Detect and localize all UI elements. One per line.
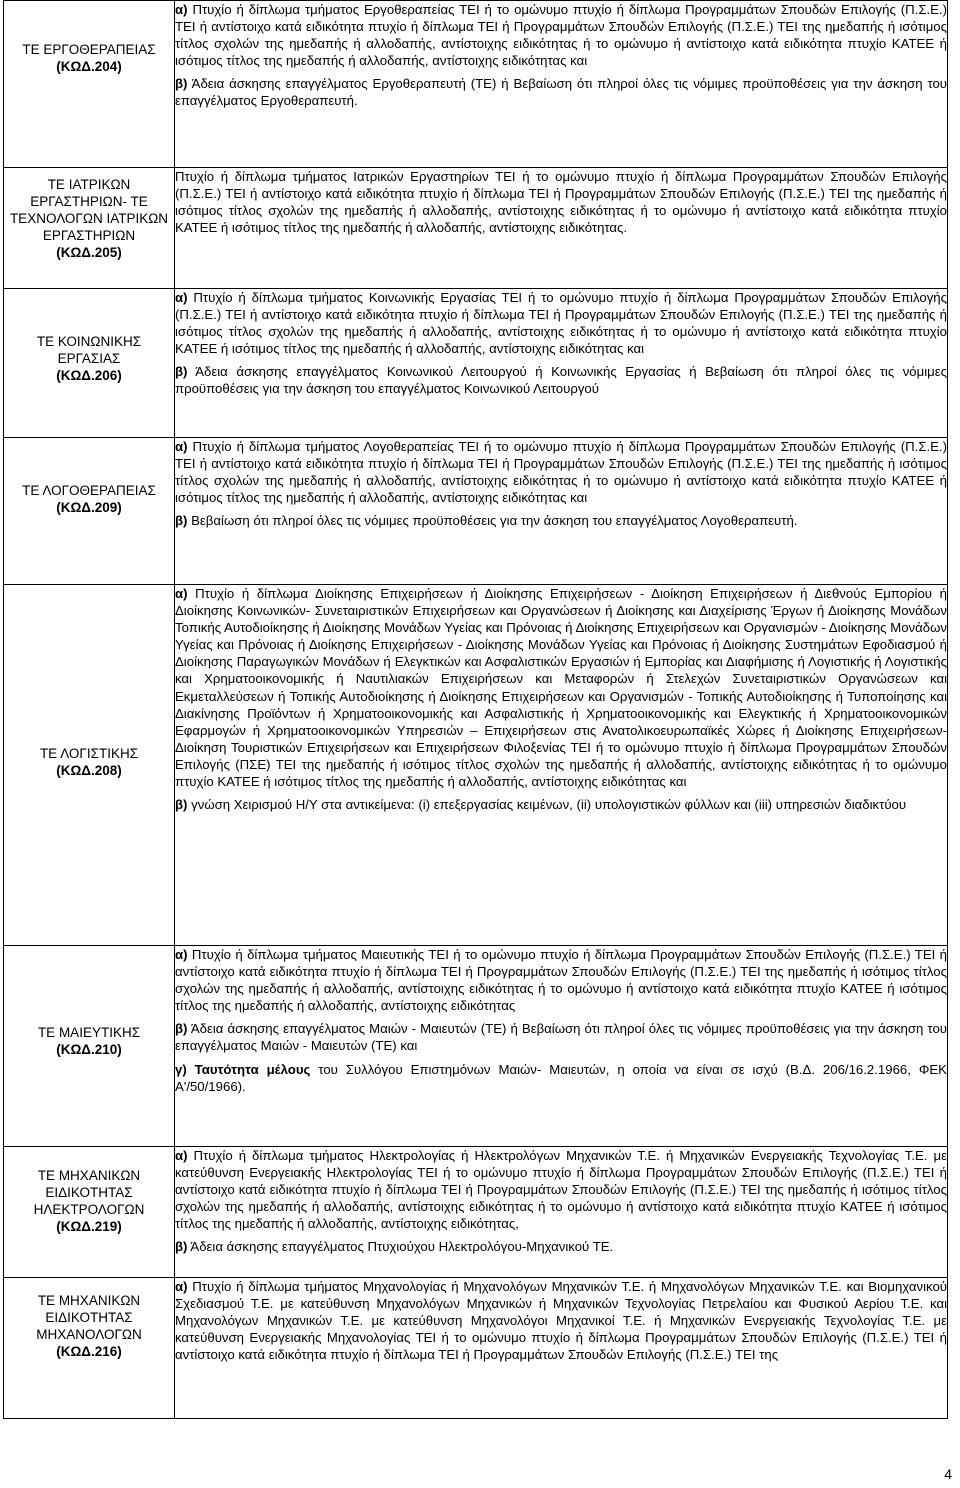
item-marker: β): [175, 364, 188, 380]
specialty-label: ΤΕ ΜΗΧΑΝΙΚΩΝ ΕΙΔΙΚΟΤΗΤΑΣ ΗΛΕΚΤΡΟΛΟΓΩΝ: [33, 1168, 145, 1217]
requirement-text: Βεβαίωση ότι πληροί όλες τις νόμιμες προϋποθέσεις για την άσκηση του επαγγέλματος Λογοθεραπευτή.: [191, 513, 798, 529]
specialty-cell: [4, 946, 175, 1147]
item-marker: β): [175, 1239, 188, 1255]
requirements-cell: [175, 1, 948, 168]
specialty-label: ΤΕ ΚΟΙΝΩΝΙΚΗΣ ΕΡΓΑΣΙΑΣ: [36, 334, 142, 366]
table-row: [4, 585, 948, 946]
requirement-text: Άδεια άσκησης επαγγέλματος Μαιών - Μαιευτών (ΤΕ) ή Βεβαίωση ότι πληροί όλες τις νόμιμες προϋποθέσεις για την άσκηση του επαγγέλματος Μαιών - Μαιευτών (ΤΕ) και: [175, 1021, 947, 1054]
table-row: [4, 946, 948, 1147]
specialty-code: (ΚΩΔ.216): [56, 1344, 122, 1359]
item-marker: β): [175, 513, 188, 529]
requirement-text: Πτυχίο ή δίπλωμα τμήματος Μηχανολογίας ή Μηχανολόγων Μηχανικών Τ.Ε. ή Μηχανολόγων Μηχανικών Τ.Ε. και Βιομηχανικού Σχεδιασμού Τ.Ε. με κατεύθυνση Μηχανολόγων Μηχανικών ή Μηχανικών Τεχνολογίας Πετρελαίου και Φυσικού Αερίου Τ.Ε. και Μηχανολόγων Μηχανικών Τ.Ε. με κατεύθυνση Μηχανολόγοι Μηχανικοί Τ.Ε. ή Μηχανικών Ενεργειακής Τεχνολογίας Τ.Ε. με κατεύθυνση Ενεργειακής Μηχανολογίας ΤΕΙ ή το ομώνυμο πτυχίο ή δίπλωμα Προγραμμάτων Σπουδών Επιλογής (Π.Σ.Ε.) ΤΕΙ ή αντίστοιχο κατά ειδικότητα πτυχίο ή δίπλωμα ΤΕΙ ή Προγραμμάτων Σπουδών Επιλογής (Π.Σ.Ε.) ΤΕΙ της: [175, 1279, 947, 1363]
requirement-text: Άδεια άσκησης επαγγέλματος Κοινωνικού Λειτουργού ή Κοινωνικής Εργασίας ή Βεβαίωση ότι πληροί όλες τις νόμιμες προϋποθέσεις για την άσκηση του επαγγέλματος Κοινωνικού Λειτουργού: [175, 364, 947, 397]
requirements-cell: [175, 1278, 948, 1419]
requirements-cell: [175, 946, 948, 1147]
table-row: [4, 168, 948, 289]
requirement-text: Πτυχίο ή δίπλωμα τμήματος Λογοθεραπείας ΤΕΙ ή το ομώνυμο πτυχίο ή δίπλωμα Προγραμμάτων Σπουδών Επιλογής (Π.Σ.Ε.) ΤΕΙ ή αντίστοιχο κατά ειδικότητα πτυχίο ή δίπλωμα ΤΕΙ ή Προγραμμάτων Σπουδών Επιλογής (Π.Σ.Ε.) ΤΕΙ της ημεδαπής ή ισότιμος τίτλος σχολών της ημεδαπής ή αλλοδαπής, αντίστοιχης ειδικότητας ή το ομώνυμο ή αντίστοιχο κατά ειδικότητα πτυχίο ΚΑΤΕΕ ή ισότιμος τίτλος της ημεδαπής ή αλλοδαπής, αντίστοιχης ειδικότητας και: [175, 439, 947, 506]
table-row: [4, 438, 948, 585]
specialty-label: ΤΕ ΕΡΓΟΘΕΡΑΠΕΙΑΣ: [22, 42, 156, 57]
item-marker: γ): [175, 1061, 187, 1077]
specialty-cell: [4, 289, 175, 438]
specialty-label: ΤΕ ΙΑΤΡΙΚΩΝ ΕΡΓΑΣΤΗΡΙΩΝ- ΤΕ ΤΕΧΝΟΛΟΓΩΝ ΙΑΤΡΙΚΩΝ ΕΡΓΑΣΤΗΡΙΩΝ: [9, 177, 169, 243]
requirement-text: Πτυχίο ή δίπλωμα τμήματος Κοινωνικής Εργασίας ΤΕΙ ή το ομώνυμο πτυχίο ή δίπλωμα Προγραμμάτων Σπουδών Επιλογής (Π.Σ.Ε.) ΤΕΙ ή αντίστοιχο κατά ειδικότητα πτυχίο ή δίπλωμα ΤΕΙ ή Προγραμμάτων Σπουδών Επιλογής (Π.Σ.Ε.) ΤΕΙ της ημεδαπής ή ισότιμος τίτλος σχολών της ημεδαπής ή αλλοδαπής, αντίστοιχης ειδικότητας ή το ομώνυμο ή αντίστοιχο κατά ειδικότητα πτυχίο ΚΑΤΕΕ ή ισότιμος τίτλος της ημεδαπής ή αλλοδαπής, αντίστοιχης ειδικότητας και: [175, 290, 947, 357]
table-row: [4, 289, 948, 438]
specialty-code: (ΚΩΔ.205): [56, 245, 122, 260]
specialty-cell: [4, 585, 175, 946]
requirement-text: Πτυχίο ή δίπλωμα τμήματος Ηλεκτρολογίας ή Ηλεκτρολόγων Μηχανικών Τ.Ε. ή Μηχανικών Ενεργειακής Τεχνολογίας Τ.Ε. με κατεύθυνση Ενεργειακής Ηλεκτρολογίας ΤΕΙ ή το ομώνυμο πτυχίο ή δίπλωμα Προγραμμάτων Σπουδών Επιλογής (Π.Σ.Ε.) ΤΕΙ ή αντίστοιχο κατά ειδικότητα πτυχίο ή δίπλωμα ΤΕΙ ή Προγραμμάτων Σπουδών Επιλογής (Π.Σ.Ε.) ΤΕΙ της ημεδαπής ή ισότιμος τίτλος σχολών της ημεδαπής ή αλλοδαπής, αντίστοιχης ειδικότητας ή το ομώνυμο ή αντίστοιχο κατά ειδικότητα πτυχίο ΚΑΤΕΕ ή ισότιμος τίτλος της ημεδαπής ή αλλοδαπής, αντίστοιχης ειδικότητας,: [175, 1148, 947, 1232]
requirement-text: Πτυχίο ή δίπλωμα Διοίκησης Επιχειρήσεων ή Διοίκησης Επιχειρήσεων - Διοίκηση Επιχειρήσεων ή Διεθνούς Εμπορίου ή Διοίκησης Κοινωνικών- Συνεταιριστικών Επιχειρήσεων και Οργανώσεων ή Διοίκησης και Διαχείρισης Έργων ή Διοίκησης Μονάδων Τοπικής Αυτοδιοίκησης ή Διοίκησης Μονάδων Υγείας και Πρόνοιας ή Διοίκησης Επιχειρήσεων και Οργανισμών - Διοίκησης Μονάδων Υγείας και Πρόνοιας ή Διοίκησης Επιχειρήσεων - Διοίκησης Μονάδων Υγείας και Πρόνοιας ή Διοίκησης Συστημάτων Εφοδιασμού ή Διοίκησης Παραγωγικών Μονάδων ή Ελεγκτικών και Ασφαλιστικών Εργασιών ή Εμπορίας και Διαφήμισης ή Λογιστικής ή Λογιστικής και Χρηματοοικονομικής ή Ναυτιλιακών Επιχειρήσεων και Μεταφορών ή Στελεχών Συνεταιριστικών Οργανώσεων και Εκμεταλλεύσεων ή Τοπικής Αυτοδιοίκησης ή Διοίκησης Επιχειρήσεων και Οργανισμών - Τοπικής Αυτοδιοίκησης ή Τυποποίησης και Διακίνησης Προϊόντων ή Χρηματοοικονομικής και Ασφαλιστικής ή Χρηματοοικονομικής και Ελεγκτικής ή Χρηματοοικονομικών Εφαρμογών ή Χρηματοοικονομικών Υπηρεσιών – Επιχειρήσεων στις Ανατολικοευρωπαϊκές Χώρες ή Διοίκησης Επιχειρήσεων-Διοίκηση Τουριστικών Επιχειρήσεων και Επιχειρήσεων Φιλοξενίας ΤΕΙ ή το ομώνυμο πτυχίο ή δίπλωμα Προγραμμάτων Σπουδών Επιλογής (ΠΣΕ) ΤΕΙ της ημεδαπής ή ισότιμος τίτλος σχολών της ημεδαπής ή αλλοδαπής, αντίστοιχης ειδικότητας ή το ομώνυμο πτυχίο ΚΑΤΕΕ ή ισότιμος τίτλος της ημεδαπής ή αλλοδαπής, αντίστοιχης ειδικότητας και: [175, 586, 947, 790]
requirement-text: Άδεια άσκησης επαγγέλματος Εργοθεραπευτή (ΤΕ) ή Βεβαίωση ότι πληροί όλες τις νόμιμες προϋποθέσεις για την άσκηση του επαγγέλματος Εργοθεραπευτή.: [175, 76, 948, 109]
item-marker: α): [175, 1148, 188, 1163]
specialty-code: (ΚΩΔ.219): [56, 1219, 122, 1234]
requirement-text: Πτυχίο ή δίπλωμα τμήματος Εργοθεραπείας ΤΕΙ ή το ομώνυμο πτυχίο ή δίπλωμα Προγραμμάτων Σπουδών Επιλογής (Π.Σ.Ε.) ΤΕΙ ή αντίστοιχο κατά ειδικότητα πτυχίο ή δίπλωμα ΤΕΙ ή Προγραμμάτων Σπουδών Επιλογής (Π.Σ.Ε.) ΤΕΙ της ημεδαπής ή ισότιμος τίτλος σχολών της ημεδαπής ή αλλοδαπής, αντίστοιχης ειδικότητας ή το ομώνυμο ή αντίστοιχο κατά ειδικότητα πτυχίο ΚΑΤΕΕ ή ισότιμος τίτλος της ημεδαπής ή αλλοδαπής, αντίστοιχης ειδικότητας και: [175, 2, 947, 69]
table-row: [4, 1278, 948, 1419]
requirements-cell: [175, 289, 948, 438]
item-marker: β): [175, 797, 188, 813]
specialty-label: ΤΕ ΜΑΙΕΥΤΙΚΗΣ: [37, 1025, 141, 1040]
specialty-code: (ΚΩΔ.204): [56, 59, 122, 74]
requirements-cell: [175, 438, 948, 585]
specialty-cell: [4, 168, 175, 289]
table-row: [4, 1147, 948, 1278]
specialty-cell: [4, 1, 175, 168]
requirement-text: γνώση Χειρισμού Η/Υ στα αντικείμενα: (i) επεξεργασίας κειμένων, (ii) υπολογιστικών φύλλων και (iii) υπηρεσιών διαδικτύου: [191, 797, 907, 813]
specialty-cell: [4, 1147, 175, 1278]
specialty-cell: [4, 1278, 175, 1419]
qualifications-table: [3, 0, 948, 1419]
item-marker: α): [175, 2, 188, 17]
requirement-text: Πτυχίο ή δίπλωμα τμήματος Μαιευτικής ΤΕΙ ή το ομώνυμο πτυχίο ή δίπλωμα Προγραμμάτων Σπουδών Επιλογής (Π.Σ.Ε.) ΤΕΙ ή αντίστοιχο κατά ειδικότητα πτυχίο ή δίπλωμα ΤΕΙ ή Προγραμμάτων Σπουδών Επιλογής (Π.Σ.Ε.) ΤΕΙ της ημεδαπής ή ισότιμος τίτλος σχολών της ημεδαπής ή αλλοδαπής, αντίστοιχης ειδικότητας ή το ομώνυμο ή αντίστοιχο κατά ειδικότητα πτυχίο ΚΑΤΕΕ ή ισότιμος τίτλος της ημεδαπής ή αλλοδαπής, αντίστοιχης ειδικότητας: [175, 947, 947, 1014]
item-marker: β): [175, 76, 188, 92]
requirements-cell: [175, 1147, 948, 1278]
specialty-label: ΤΕ ΛΟΓΙΣΤΙΚΗΣ: [39, 746, 139, 761]
item-marker: α): [175, 1279, 188, 1294]
specialty-code: (ΚΩΔ.206): [56, 368, 122, 383]
requirements-cell: [175, 585, 948, 946]
page-number: 4: [944, 1466, 952, 1482]
item-marker: α): [175, 947, 188, 962]
item-marker: α): [175, 290, 188, 305]
requirement-text: Άδεια άσκησης επαγγέλματος Πτυχιούχου Ηλεκτρολόγου-Μηχανικού ΤΕ.: [190, 1239, 614, 1255]
requirement-text: του Συλλόγου Επιστημόνων Μαιών- Μαιευτών, η οποία να είναι σε ισχύ (Β.Δ. 206/16.2.1966, ΦΕΚ Α'/50/1966).: [175, 1061, 947, 1094]
item-marker: α): [175, 439, 188, 454]
requirements-cell: [175, 168, 948, 289]
specialty-label: ΤΕ ΛΟΓΟΘΕΡΑΠΕΙΑΣ: [22, 483, 156, 498]
specialty-label: ΤΕ ΜΗΧΑΝΙΚΩΝ ΕΙΔΙΚΟΤΗΤΑΣ ΜΗΧΑΝΟΛΟΓΩΝ: [36, 1293, 142, 1342]
specialty-code: (ΚΩΔ.208): [56, 763, 122, 778]
table-row: [4, 1, 948, 168]
specialty-code: (ΚΩΔ.210): [56, 1042, 122, 1057]
specialty-cell: [4, 438, 175, 585]
item-marker: β): [175, 1021, 188, 1037]
requirement-emphasis: Ταυτότητα μέλους: [194, 1061, 311, 1077]
requirement-text: Πτυχίο ή δίπλωμα τμήματος Ιατρικών Εργαστηρίων ΤΕΙ ή το ομώνυμο πτυχίο ή δίπλωμα Προγραμμάτων Σπουδών Επιλογής (Π.Σ.Ε.) ΤΕΙ ή αντίστοιχο κατά ειδικότητα πτυχίο ή δίπλωμα ΤΕΙ ή Προγραμμάτων Σπουδών Επιλογής (Π.Σ.Ε.) ΤΕΙ της ημεδαπής ή ισότιμος τίτλος σχολών της ημεδαπής ή αλλοδαπής, αντίστοιχης ειδικότητας ή το ομώνυμο ή αντίστοιχο κατά ειδικότητα πτυχίο ΚΑΤΕΕ ή ισότιμος τίτλος της ημεδαπής ή αλλοδαπής, αντίστοιχης ειδικότητας.: [175, 169, 947, 236]
specialty-code: (ΚΩΔ.209): [56, 500, 122, 515]
item-marker: α): [175, 586, 188, 601]
